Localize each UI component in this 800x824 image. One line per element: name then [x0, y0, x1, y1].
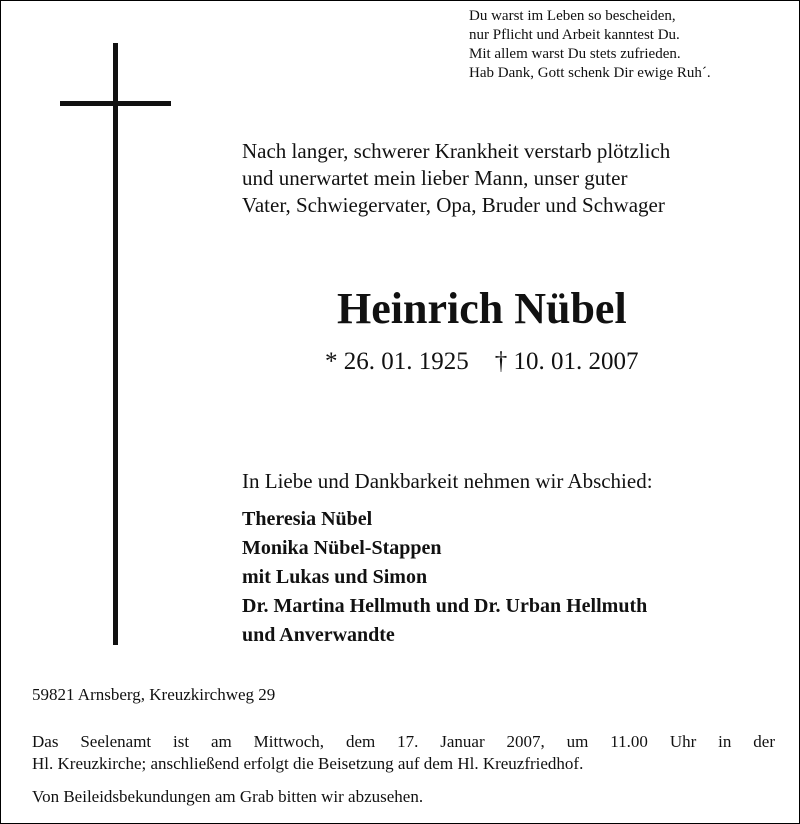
birth-date: * 26. 01. 1925: [325, 348, 469, 375]
announcement-line: Nach langer, schwerer Krankheit verstarb plötzlich: [242, 139, 671, 163]
poem-line: Du warst im Leben so bescheiden,: [469, 8, 676, 24]
poem-line: Mit allem warst Du stets zufrieden.: [469, 46, 681, 62]
mourner-name: Dr. Martina Hellmuth und Dr. Urban Hellmuth: [242, 595, 648, 617]
mourner-name: und Anverwandte: [242, 624, 395, 646]
deceased-name: Heinrich Nübel: [337, 284, 627, 333]
mourner-name: Monika Nübel-Stappen: [242, 537, 442, 559]
family-address: 59821 Arnsberg, Kreuzkirchweg 29: [32, 685, 276, 704]
mourners-list: [242, 505, 647, 650]
service-line: Hl. Kreuzkirche; anschließend erfolgt die Beisetzung auf dem Hl. Kreuzfriedhof.: [32, 754, 584, 773]
death-date: † 10. 01. 2007: [494, 348, 639, 375]
cross-icon-crossbar: [60, 101, 171, 106]
announcement-line: Vater, Schwiegervater, Opa, Bruder und Schwager: [242, 193, 665, 217]
farewell-intro: In Liebe und Dankbarkeit nehmen wir Abschied:: [242, 469, 653, 493]
memorial-poem: [469, 7, 711, 83]
announcement-line: und unerwartet mein lieber Mann, unser guter: [242, 166, 628, 190]
mourner-name: Theresia Nübel: [242, 508, 373, 530]
mourner-name: mit Lukas und Simon: [242, 566, 428, 588]
service-line: Das Seelenamt ist am Mittwoch, dem 17. Januar 2007, um 11.00 Uhr in der: [32, 732, 775, 751]
poem-line: Hab Dank, Gott schenk Dir ewige Ruh´.: [469, 65, 711, 81]
condolences-note: Von Beileidsbekundungen am Grab bitten wir abzusehen.: [32, 787, 424, 806]
funeral-service-info: [32, 731, 775, 775]
cross-icon: [113, 43, 118, 645]
death-announcement: [242, 138, 670, 219]
poem-line: nur Pflicht und Arbeit kanntest Du.: [469, 27, 680, 43]
life-dates: [325, 346, 639, 378]
